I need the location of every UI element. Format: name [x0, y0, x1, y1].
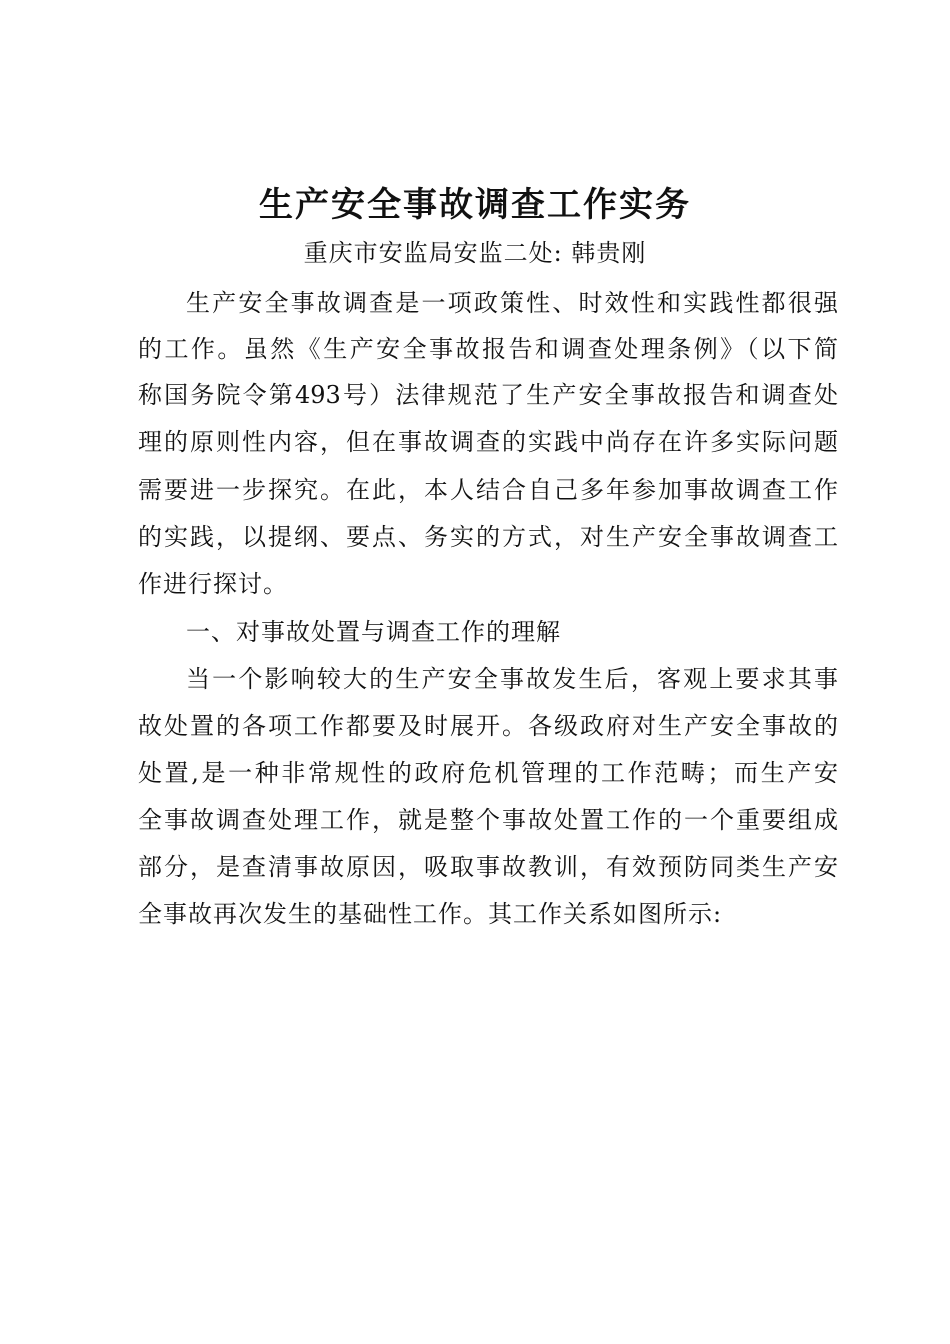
paragraph-2-line-3: 处置,是一种非常规性的政府危机管理的工作范畴；而生产安 — [138, 759, 838, 787]
paragraph-2-line-1: 当一个影响较大的生产安全事故发生后，客观上要求其事 — [186, 665, 838, 693]
paragraph-2-line-2: 故处置的各项工作都要及时展开。各级政府对生产安全事故的 — [138, 712, 838, 740]
author-line: 重庆市安监局安监二处: 韩贵刚 — [303, 239, 647, 267]
paragraph-2-line-6: 全事故再次发生的基础性工作。其工作关系如图所示: — [138, 900, 723, 928]
document-title: 生产安全事故调查工作实务 — [259, 185, 691, 225]
paragraph-1-line-7: 作进行探讨。 — [138, 570, 288, 598]
paragraph-2-line-4: 全事故调查处理工作，就是整个事故处置工作的一个重要组成 — [138, 806, 838, 834]
section-heading-1: 一、对事故处置与调查工作的理解 — [186, 618, 561, 646]
paragraph-1-line-5: 需要进一步探究。在此，本人结合自己多年参加事故调查工作 — [138, 476, 838, 504]
paragraph-1-line-1: 生产安全事故调查是一项政策性、时效性和实践性都很强 — [186, 289, 838, 317]
paragraph-1-line-4: 理的原则性内容，但在事故调查的实践中尚存在许多实际问题 — [138, 428, 838, 456]
paragraph-1-line-3: 称国务院令第493号）法律规范了生产安全事故报告和调查处 — [138, 381, 838, 409]
paragraph-2-line-5: 部分，是查清事故原因，吸取事故教训，有效预防同类生产安 — [138, 853, 838, 881]
paragraph-1-line-6: 的实践，以提纲、要点、务实的方式，对生产安全事故调查工 — [138, 523, 838, 551]
paragraph-1-line-2: 的工作。虽然《生产安全事故报告和调查处理条例》（以下简 — [138, 335, 838, 363]
